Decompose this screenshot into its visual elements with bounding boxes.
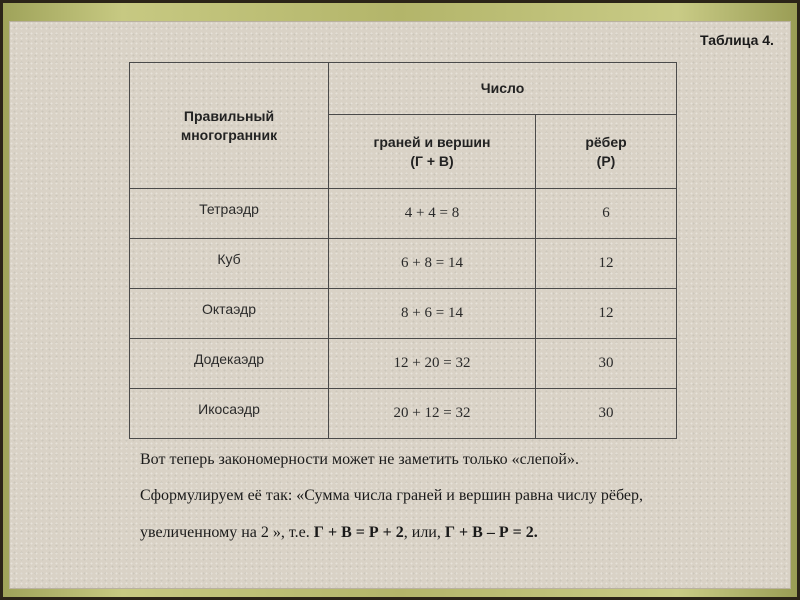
table-row [130, 389, 677, 439]
edges-value: 12 [536, 239, 677, 289]
polyhedron-name: Икосаэдр [130, 389, 329, 439]
faces-vertices-value: 4 + 4 = 8 [329, 189, 536, 239]
polyhedron-name: Октаэдр [130, 289, 329, 339]
polyhedron-name: Куб [130, 239, 329, 289]
table-row [130, 189, 677, 239]
euler-formula-2: Г + В – Р = 2. [444, 524, 538, 541]
polyhedra-table [129, 62, 677, 439]
header-edges-label: рёбер [585, 133, 627, 150]
text-line-3-start: увеличенному на 2 », т.е. [140, 524, 314, 541]
faces-vertices-value: 20 + 12 = 32 [329, 389, 536, 439]
polyhedron-name: Додекаэдр [130, 339, 329, 389]
text-line-2: Сформулируем её так: «Сумма числа граней и вершин равна числу рёбер, [140, 487, 643, 504]
explanation-text [140, 448, 780, 545]
table-row [130, 239, 677, 289]
table-caption: Таблица 4. [700, 32, 774, 48]
text-line-3-mid: , или, [403, 524, 445, 541]
edges-value: 12 [536, 289, 677, 339]
text-line-3 [140, 521, 780, 545]
header-faces-vertices-formula: (Г + В) [410, 152, 454, 169]
polyhedron-name: Тетраэдр [130, 189, 329, 239]
euler-formula-1: Г + В = Р + 2 [313, 524, 404, 541]
header-edges [536, 115, 677, 189]
text-line-1: Вот теперь закономерности может не заметить только «слепой». [140, 451, 579, 468]
edges-value: 6 [536, 189, 677, 239]
header-edges-formula: (Р) [596, 152, 616, 169]
header-polyhedron: Правильный многогранник [130, 63, 329, 189]
header-number: Число [329, 63, 677, 115]
header-faces-vertices-label: граней и вершин [373, 133, 491, 150]
faces-vertices-value: 6 + 8 = 14 [329, 239, 536, 289]
faces-vertices-value: 12 + 20 = 32 [329, 339, 536, 389]
table-row [130, 339, 677, 389]
table-row [130, 289, 677, 339]
edges-value: 30 [536, 389, 677, 439]
table-header-row [130, 63, 677, 115]
edges-value: 30 [536, 339, 677, 389]
faces-vertices-value: 8 + 6 = 14 [329, 289, 536, 339]
header-faces-vertices [329, 115, 536, 189]
